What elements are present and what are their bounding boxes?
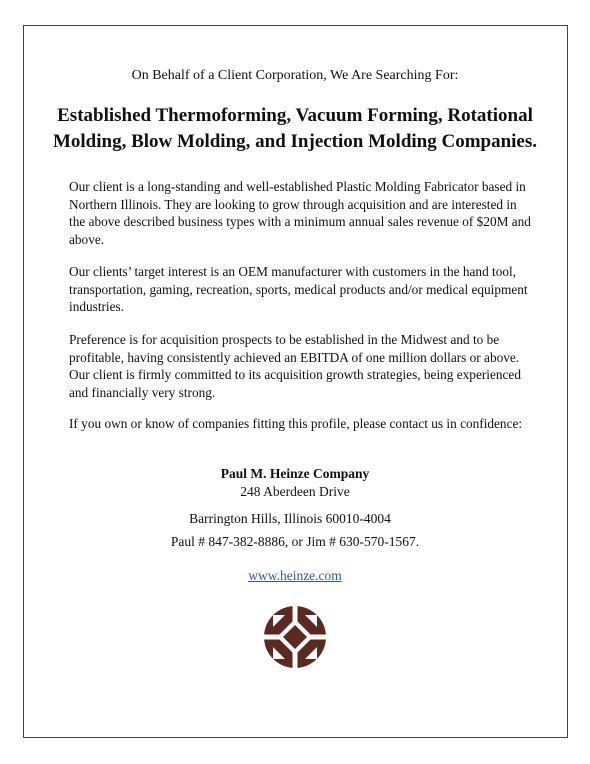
website-row (0, 568, 590, 584)
paragraph-target-interest: Our clients’ target interest is an OEM manufacturer with customers in the hand tool, transportation, gaming, recreation, sports, medical products and/or medical equipment industries. (69, 264, 528, 314)
company-logo-icon (263, 605, 327, 669)
website-link[interactable]: www.heinze.com (248, 568, 342, 583)
city-address: Barrington Hills, Illinois 60010-4004 (189, 511, 391, 526)
headline (40, 103, 550, 155)
headline-line-1: Established Thermoforming, Vacuum Forming, Rotational (57, 105, 533, 126)
headline-line-2: Molding, Blow Molding, and Injection Molding Companies. (52, 131, 538, 152)
logo-graphic (263, 605, 327, 669)
intro-text: On Behalf of a Client Corporation, We Are Searching For: (131, 68, 459, 83)
paragraph-client-description: Our client is a long-standing and well-established Plastic Molding Fabricator based in Northern Illinois. They are looking to grow through acquisition and are interested in the above described business types with a minimum annual sales revenue of $20M and above. (69, 179, 531, 247)
phone-numbers: Paul # 847-382-8886, or Jim # 630-570-1567. (170, 534, 420, 549)
street-address: 248 Aberdeen Drive (240, 484, 350, 499)
paragraph-preference: Preference is for acquisition prospects to be established in the Midwest and to be profitable, having consistently achieved an EBITDA of one million dollars or above. Our client is firmly committed to its acquisition growth strategies, being experienced and financially very strong. (69, 332, 521, 400)
paragraph-contact-request: If you own or know of companies fitting this profile, please contact us in confidence: (69, 416, 523, 431)
company-name: Paul M. Heinze Company (220, 466, 370, 481)
